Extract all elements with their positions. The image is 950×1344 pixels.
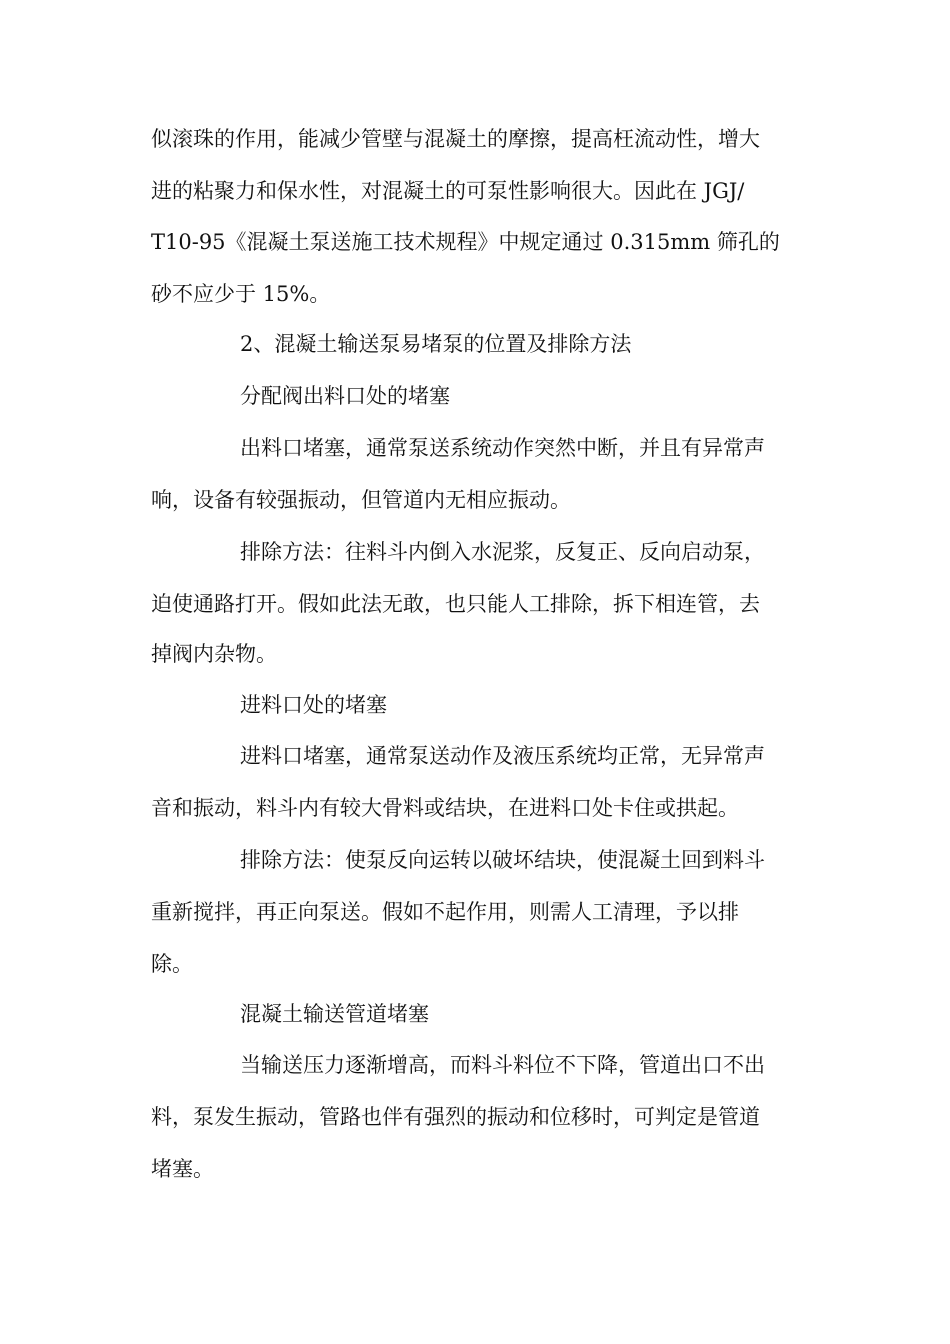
- paragraph-line: 当输送压力逐渐增高，而料斗料位不下降，管道出口不出: [240, 1053, 765, 1077]
- paragraph-line: 重新搅拌，再正向泵送。假如不起作用，则需人工清理，予以排: [151, 900, 739, 924]
- paragraph-line: 进的粘聚力和保水性，对混凝土的可泵性影响很大。因此在 JGJ/: [151, 179, 745, 203]
- paragraph-line: 音和振动，料斗内有较大骨料或结块，在进料口处卡住或拱起。: [151, 796, 739, 820]
- paragraph-line: 进料口堵塞，通常泵送动作及液压系统均正常，无异常声: [240, 744, 765, 768]
- paragraph-line: 掉阀内杂物。: [151, 642, 277, 666]
- section-heading: 2、混凝土输送泵易堵泵的位置及排除方法: [240, 332, 632, 356]
- paragraph-line: 出料口堵塞，通常泵送系统动作突然中断，并且有异常声: [240, 436, 765, 460]
- subsection-heading: 分配阀出料口处的堵塞: [240, 384, 450, 408]
- paragraph-line: 排除方法：使泵反向运转以破坏结块，使混凝土回到料斗: [240, 848, 765, 872]
- paragraph-line: 似滚珠的作用，能减少管壁与混凝土的摩擦，提高枉流动性，增大: [151, 127, 760, 151]
- paragraph-line: T10-95《混凝土泵送施工技术规程》中规定通过 0.315mm 筛孔的: [151, 230, 780, 254]
- paragraph-line: 除。: [151, 952, 193, 976]
- paragraph-line: 料，泵发生振动，管路也伴有强烈的振动和位移时，可判定是管道: [151, 1105, 760, 1129]
- paragraph-line: 堵塞。: [151, 1157, 214, 1181]
- paragraph-line: 迫使通路打开。假如此法无敢，也只能人工排除，拆下相连管，去: [151, 592, 760, 616]
- paragraph-line: 砂不应少于 15%。: [151, 282, 331, 306]
- paragraph-line: 排除方法：往料斗内倒入水泥浆，反复正、反向启动泵，: [240, 540, 765, 564]
- subsection-heading: 进料口处的堵塞: [240, 693, 387, 717]
- subsection-heading: 混凝土输送管道堵塞: [240, 1002, 429, 1026]
- paragraph-line: 响，设备有较强振动，但管道内无相应振动。: [151, 488, 571, 512]
